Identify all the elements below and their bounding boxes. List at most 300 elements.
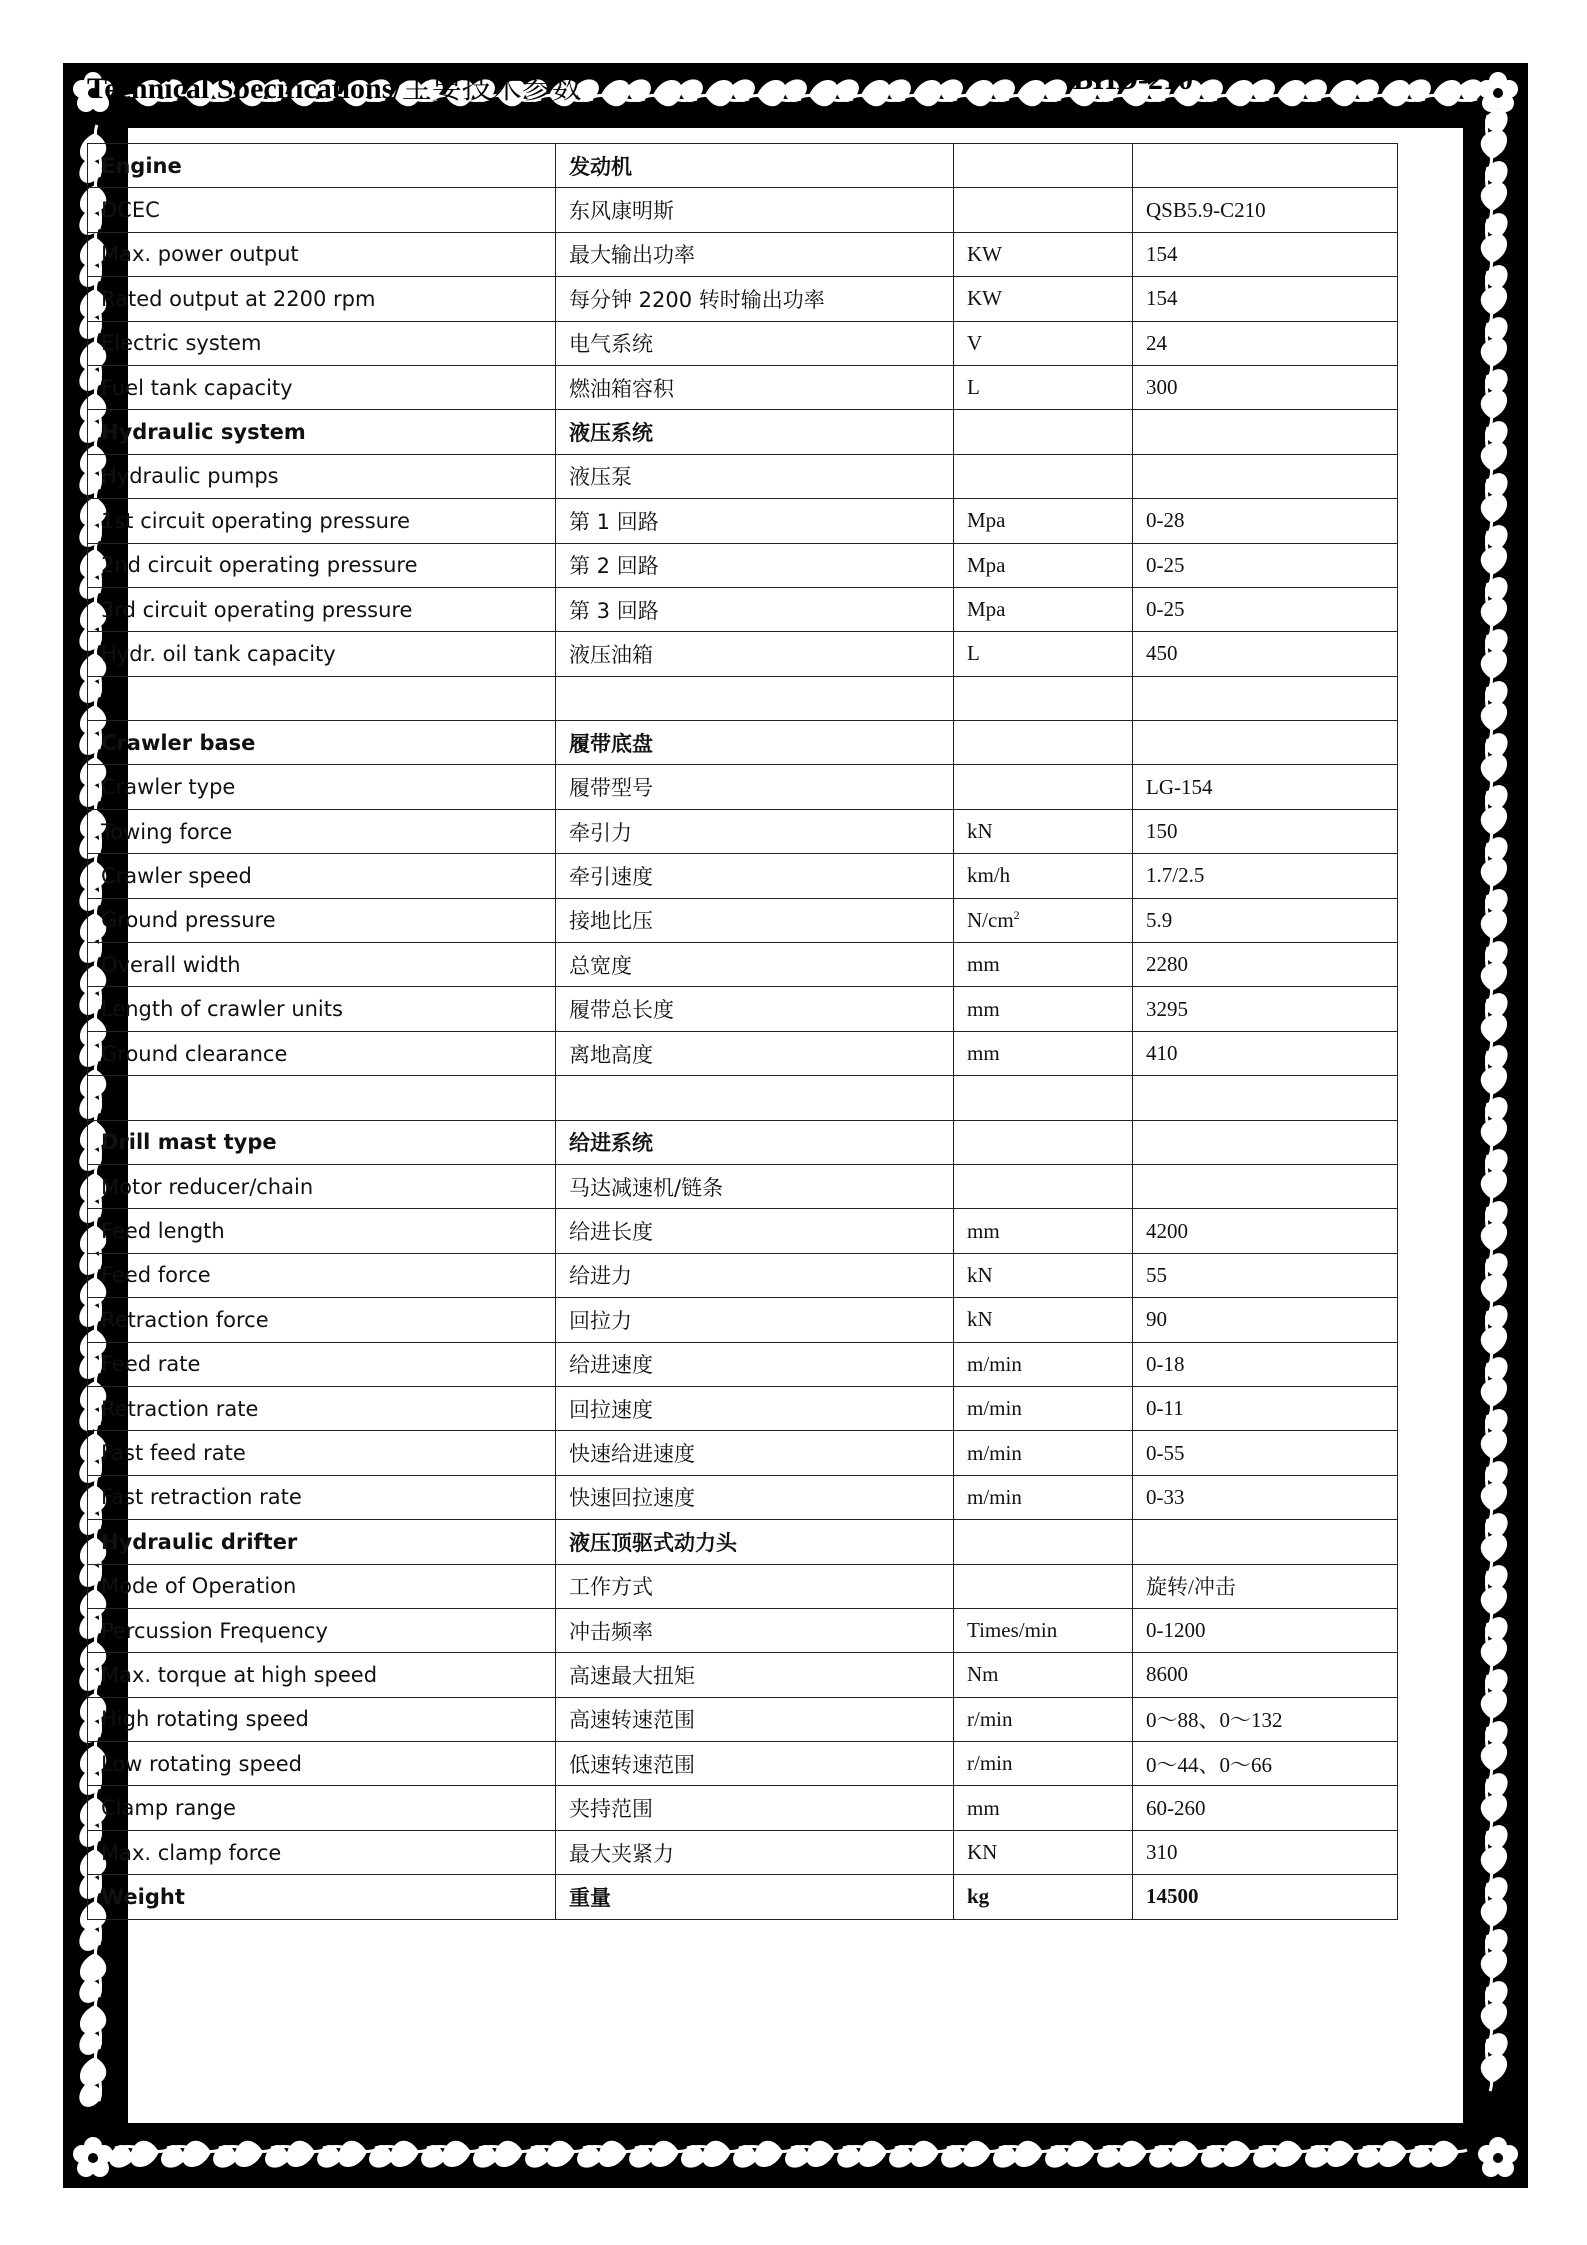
spec-name	[88, 765, 556, 809]
spec-unit-text: m/min	[967, 1440, 1022, 1465]
spec-unit	[954, 1830, 1133, 1874]
spec-name	[88, 188, 556, 232]
spec-value-text: 0-25	[1146, 597, 1185, 622]
spec-name-text: Percussion Frequency	[101, 1618, 328, 1643]
spec-unit-text: mm	[967, 952, 1000, 977]
spec-name	[88, 676, 556, 720]
spec-name-cn	[556, 1164, 954, 1208]
spec-name	[88, 1120, 556, 1164]
spec-name-cn	[556, 1076, 954, 1120]
table-row	[88, 1120, 1398, 1164]
spec-name-text: Hydraulic pumps	[101, 464, 279, 489]
spec-name-cn	[556, 1120, 954, 1164]
spec-name	[88, 1076, 556, 1120]
spec-value	[1133, 1742, 1398, 1786]
spec-name-text: Fuel tank capacity	[101, 375, 293, 400]
spec-unit-text: KN	[967, 1840, 998, 1865]
spec-name-cn	[556, 1209, 954, 1253]
spec-name-cn	[556, 721, 954, 765]
spec-value-text: 450	[1146, 641, 1178, 666]
spec-value	[1133, 587, 1398, 631]
spec-unit	[954, 144, 1133, 188]
title-chinese: 主要技术参数	[401, 72, 582, 105]
spec-unit	[954, 632, 1133, 676]
spec-name-text: Crawler type	[101, 775, 236, 800]
spec-value	[1133, 1875, 1398, 1919]
spec-name	[88, 587, 556, 631]
spec-name-cn	[556, 1031, 954, 1075]
spec-value	[1133, 1653, 1398, 1697]
spec-name	[88, 1209, 556, 1253]
spec-value	[1133, 410, 1398, 454]
spec-name	[88, 144, 556, 188]
unit-superscript: 2	[1013, 907, 1020, 922]
spec-value-text: 0-25	[1146, 552, 1185, 577]
spec-unit-text: Times/min	[967, 1618, 1058, 1643]
title-english: Technical Specifications/	[87, 72, 402, 105]
table-row	[88, 809, 1398, 853]
table-row	[88, 632, 1398, 676]
spec-name-cn	[556, 1298, 954, 1342]
spec-value	[1133, 1164, 1398, 1208]
spec-unit-text: m/min	[967, 1484, 1022, 1509]
spec-name-text: Towing force	[101, 819, 233, 844]
spec-name	[88, 365, 556, 409]
spec-value	[1133, 454, 1398, 498]
spec-value-text: 310	[1146, 1840, 1178, 1865]
table-row	[88, 1653, 1398, 1697]
spec-name-cn-text: 电气系统	[569, 332, 653, 357]
spec-name-cn-text: 高速转速范围	[569, 1708, 695, 1733]
spec-value	[1133, 1031, 1398, 1075]
spec-name-text: Crawler speed	[101, 863, 252, 888]
spec-name	[88, 543, 556, 587]
spec-value	[1133, 943, 1398, 987]
spec-value	[1133, 1608, 1398, 1652]
spec-name-cn-text: 工作方式	[569, 1575, 653, 1600]
table-row	[88, 765, 1398, 809]
spec-name-cn-text: 第 3 回路	[569, 598, 659, 623]
spec-value	[1133, 188, 1398, 232]
spec-name-text: Length of crawler units	[101, 997, 343, 1022]
spec-name	[88, 943, 556, 987]
spec-unit	[954, 1653, 1133, 1697]
spec-value-text: 4200	[1146, 1218, 1188, 1243]
spec-name-cn-text: 总宽度	[569, 953, 632, 978]
spec-name-cn	[556, 587, 954, 631]
spec-unit	[954, 676, 1133, 720]
spec-name	[88, 1298, 556, 1342]
spec-value-text: 1.7/2.5	[1146, 863, 1205, 888]
spec-name-text: Electric system	[101, 331, 262, 356]
spec-unit	[954, 277, 1133, 321]
spec-value	[1133, 854, 1398, 898]
spec-name-cn-text: 给进速度	[569, 1353, 653, 1378]
table-row	[88, 987, 1398, 1031]
table-row	[88, 1031, 1398, 1075]
spec-unit-text: Mpa	[967, 552, 1006, 577]
spec-name-text: Feed length	[101, 1219, 225, 1244]
spec-unit	[954, 1120, 1133, 1164]
spec-value-text: 0～44、0～66	[1146, 1752, 1272, 1777]
spec-name-text: Max. clamp force	[101, 1840, 282, 1865]
spec-name-cn-text: 东风康明斯	[569, 199, 674, 224]
spec-unit-text: Mpa	[967, 597, 1006, 622]
spec-value	[1133, 1342, 1398, 1386]
table-row	[88, 587, 1398, 631]
spec-unit	[954, 1209, 1133, 1253]
spec-name-text: Hydr. oil tank capacity	[101, 641, 336, 666]
spec-value-text: QSB5.9-C210	[1146, 197, 1266, 222]
spec-unit-text: r/min	[967, 1706, 1013, 1731]
spec-value	[1133, 765, 1398, 809]
spec-name	[88, 499, 556, 543]
spec-name	[88, 1342, 556, 1386]
table-row	[88, 1342, 1398, 1386]
table-row	[88, 1742, 1398, 1786]
spec-name-cn-text: 低速转速范围	[569, 1752, 695, 1777]
spec-value-text: 90	[1146, 1307, 1167, 1332]
spec-name-cn	[556, 1786, 954, 1830]
table-row	[88, 454, 1398, 498]
spec-table	[87, 143, 1398, 1920]
spec-name-cn	[556, 1386, 954, 1430]
spec-name	[88, 1386, 556, 1430]
spec-value-text: 0-55	[1146, 1440, 1185, 1465]
spec-name-text: Low rotating speed	[101, 1751, 302, 1776]
spec-value	[1133, 987, 1398, 1031]
table-row	[88, 1564, 1398, 1608]
spec-name-cn-text: 最大输出功率	[569, 243, 695, 268]
spec-name	[88, 1564, 556, 1608]
spec-unit-text: KW	[967, 286, 1002, 311]
spec-name-cn	[556, 1830, 954, 1874]
spec-unit	[954, 1520, 1133, 1564]
spec-unit-text: L	[967, 375, 980, 400]
spec-name-cn-text: 给进力	[569, 1264, 632, 1289]
spec-name-cn-text: 离地高度	[569, 1042, 653, 1067]
spec-name-cn-text: 高速最大扭矩	[569, 1663, 695, 1688]
table-row	[88, 1298, 1398, 1342]
table-row	[88, 1830, 1398, 1874]
spec-name-text: Ground clearance	[101, 1041, 288, 1066]
spec-unit	[954, 1298, 1133, 1342]
table-row	[88, 188, 1398, 232]
spec-name-cn	[556, 188, 954, 232]
spec-unit-text: m/min	[967, 1396, 1022, 1421]
spec-name	[88, 277, 556, 321]
spec-name-cn	[556, 1475, 954, 1519]
spec-unit	[954, 1875, 1133, 1919]
spec-value	[1133, 1431, 1398, 1475]
spec-unit-text: kN	[967, 1262, 993, 1287]
spec-name-cn	[556, 1253, 954, 1297]
spec-value-text: 0-33	[1146, 1484, 1185, 1509]
spec-name	[88, 1742, 556, 1786]
spec-name-cn	[556, 898, 954, 942]
spec-name	[88, 1875, 556, 1919]
table-row	[88, 499, 1398, 543]
spec-unit	[954, 1475, 1133, 1519]
spec-name-cn	[556, 1697, 954, 1741]
spec-value	[1133, 321, 1398, 365]
spec-name-cn-text: 快速给进速度	[569, 1442, 695, 1467]
table-row	[88, 898, 1398, 942]
spec-name-cn-text: 液压系统	[569, 421, 653, 446]
spec-value-text: 24	[1146, 330, 1167, 355]
spec-name-text: Hydraulic drifter	[101, 1529, 298, 1554]
spec-name-cn	[556, 1431, 954, 1475]
spec-value	[1133, 1830, 1398, 1874]
spec-name-cn	[556, 1520, 954, 1564]
spec-name-text: Max. power output	[101, 242, 299, 267]
table-row	[88, 1786, 1398, 1830]
spec-name	[88, 454, 556, 498]
spec-unit-text: mm	[967, 996, 1000, 1021]
spec-name-text: Fast retraction rate	[101, 1485, 302, 1510]
spec-unit-text: mm	[967, 1218, 1000, 1243]
spec-unit	[954, 365, 1133, 409]
spec-value	[1133, 1520, 1398, 1564]
model-code: BHD-210	[1073, 63, 1193, 96]
spec-value-text: 150	[1146, 819, 1178, 844]
spec-name	[88, 1786, 556, 1830]
spec-name-cn-text: 燃油箱容积	[569, 376, 674, 401]
spec-name	[88, 1608, 556, 1652]
spec-name-cn	[556, 543, 954, 587]
spec-name	[88, 1653, 556, 1697]
spec-name-cn-text: 履带底盘	[569, 731, 653, 756]
page-header	[87, 63, 1287, 103]
spec-value-text: 14500	[1146, 1884, 1199, 1909]
spec-value	[1133, 676, 1398, 720]
spec-value-text: 0-1200	[1146, 1618, 1206, 1643]
spec-name-cn	[556, 1342, 954, 1386]
spec-unit	[954, 410, 1133, 454]
spec-unit	[954, 454, 1133, 498]
spec-value-text: LG-154	[1146, 774, 1213, 799]
spec-value	[1133, 1298, 1398, 1342]
spec-name-text: Max. torque at high speed	[101, 1662, 378, 1687]
spec-name-cn-text: 快速回拉速度	[569, 1486, 695, 1511]
spec-value-text: 410	[1146, 1041, 1178, 1065]
spec-unit	[954, 854, 1133, 898]
table-row	[88, 1253, 1398, 1297]
spec-unit-text: kN	[967, 819, 993, 844]
table-row	[88, 1520, 1398, 1564]
spec-name-cn	[556, 1653, 954, 1697]
spec-name-text: Drill mast type	[101, 1130, 277, 1155]
table-row	[88, 1386, 1398, 1430]
spec-name-text: 2nd circuit operating pressure	[101, 553, 418, 578]
spec-name-text: Ground pressure	[101, 908, 276, 933]
spec-value	[1133, 1253, 1398, 1297]
spec-name-cn-text: 液压顶驱式动力头	[569, 1530, 737, 1555]
spec-value-text: 旋转/冲击	[1146, 1575, 1236, 1600]
spec-unit	[954, 1742, 1133, 1786]
spec-value	[1133, 1209, 1398, 1253]
spec-name-text: Clamp range	[101, 1796, 236, 1821]
spec-unit	[954, 987, 1133, 1031]
spec-name-text: Weight	[101, 1884, 185, 1909]
spec-name-text: 3rd circuit operating pressure	[101, 597, 413, 622]
table-row	[88, 1076, 1398, 1120]
spec-value	[1133, 277, 1398, 321]
spec-value	[1133, 499, 1398, 543]
spec-unit-text: kN	[967, 1307, 993, 1332]
spec-value-text: 55	[1146, 1262, 1167, 1287]
table-row	[88, 854, 1398, 898]
spec-value-text: 0～88、0～132	[1146, 1708, 1283, 1733]
spec-name-cn-text: 第 1 回路	[569, 509, 659, 534]
table-row	[88, 1475, 1398, 1519]
spec-name-text: Motor reducer/chain	[101, 1174, 314, 1199]
spec-unit-text: Nm	[967, 1662, 999, 1687]
spec-unit	[954, 721, 1133, 765]
spec-value	[1133, 365, 1398, 409]
spec-unit-text: Mpa	[967, 508, 1006, 533]
spec-name-cn-text: 回拉力	[569, 1308, 632, 1333]
page-title	[87, 63, 582, 107]
spec-value-text: 60-260	[1146, 1795, 1206, 1820]
spec-name-cn	[556, 454, 954, 498]
spec-name	[88, 1431, 556, 1475]
spec-name-cn	[556, 1742, 954, 1786]
spec-unit-text: kg	[967, 1884, 990, 1909]
spec-name-cn-text: 给进系统	[569, 1131, 653, 1156]
spec-name	[88, 632, 556, 676]
spec-name-text: Retraction rate	[101, 1396, 259, 1421]
table-row	[88, 1875, 1398, 1919]
spec-unit-text: mm	[967, 1795, 1000, 1820]
table-row	[88, 410, 1398, 454]
spec-name-cn	[556, 410, 954, 454]
spec-table-body	[88, 144, 1398, 1920]
spec-name-cn	[556, 676, 954, 720]
spec-name-cn-text: 最大夹紧力	[569, 1841, 674, 1866]
spec-name-text: High rotating speed	[101, 1707, 309, 1732]
spec-name-text: Mode of Operation	[101, 1574, 297, 1599]
spec-value-text: 3295	[1146, 996, 1188, 1021]
spec-name-text: 1st circuit operating pressure	[101, 508, 411, 533]
spec-unit	[954, 1386, 1133, 1430]
spec-unit	[954, 765, 1133, 809]
table-row	[88, 321, 1398, 365]
spec-unit	[954, 587, 1133, 631]
table-row	[88, 144, 1398, 188]
spec-name	[88, 321, 556, 365]
spec-value	[1133, 1386, 1398, 1430]
spec-name-cn	[556, 854, 954, 898]
spec-name	[88, 1164, 556, 1208]
spec-name-cn	[556, 809, 954, 853]
spec-name	[88, 898, 556, 942]
spec-unit	[954, 1164, 1133, 1208]
spec-name	[88, 854, 556, 898]
spec-unit	[954, 1697, 1133, 1741]
spec-value-text: 154	[1146, 241, 1178, 266]
spec-name	[88, 1830, 556, 1874]
spec-name-text: Feed rate	[101, 1352, 201, 1377]
spec-value	[1133, 1786, 1398, 1830]
spec-name-cn-text: 给进长度	[569, 1220, 653, 1245]
spec-value	[1133, 721, 1398, 765]
table-row	[88, 943, 1398, 987]
spec-unit	[954, 188, 1133, 232]
spec-name-cn	[556, 321, 954, 365]
spec-name-text: Fast feed rate	[101, 1441, 246, 1466]
spec-name-text: Overall width	[101, 952, 241, 977]
spec-unit	[954, 1253, 1133, 1297]
spec-value-text: 154	[1146, 286, 1178, 311]
spec-value-text: 0-28	[1146, 508, 1185, 533]
spec-value	[1133, 632, 1398, 676]
spec-name-cn-text: 夹持范围	[569, 1797, 653, 1822]
table-row	[88, 721, 1398, 765]
spec-name-cn	[556, 943, 954, 987]
spec-unit	[954, 232, 1133, 276]
spec-unit-text: m/min	[967, 1351, 1022, 1376]
spec-name-cn-text: 回拉速度	[569, 1397, 653, 1422]
table-row	[88, 365, 1398, 409]
table-row	[88, 676, 1398, 720]
spec-value	[1133, 809, 1398, 853]
spec-name-text: Hydraulic system	[101, 420, 306, 445]
spec-unit	[954, 1031, 1133, 1075]
spec-name-text: DCEC	[101, 198, 160, 223]
spec-name-cn-text: 接地比压	[569, 909, 653, 934]
spec-name-cn-text: 牵引速度	[569, 864, 653, 889]
spec-unit	[954, 543, 1133, 587]
spec-name	[88, 232, 556, 276]
spec-name-cn-text: 重量	[569, 1885, 611, 1910]
spec-name	[88, 1031, 556, 1075]
spec-unit	[954, 1342, 1133, 1386]
spec-name	[88, 1475, 556, 1519]
spec-unit	[954, 1564, 1133, 1608]
table-row	[88, 1164, 1398, 1208]
spec-name-cn	[556, 499, 954, 543]
spec-name-cn-text: 履带型号	[569, 776, 653, 801]
spec-value-text: 8600	[1146, 1662, 1188, 1687]
spec-value	[1133, 1076, 1398, 1120]
spec-name-cn	[556, 987, 954, 1031]
table-row	[88, 1209, 1398, 1253]
spec-value	[1133, 543, 1398, 587]
table-row	[88, 543, 1398, 587]
spec-name-cn-text: 马达减速机/链条	[569, 1175, 724, 1200]
spec-name-text: Crawler base	[101, 730, 256, 755]
spec-unit	[954, 943, 1133, 987]
spec-unit	[954, 321, 1133, 365]
spec-value-text: 2280	[1146, 952, 1188, 977]
spec-name-cn	[556, 144, 954, 188]
spec-name-cn	[556, 1875, 954, 1919]
spec-name	[88, 410, 556, 454]
spec-unit	[954, 898, 1133, 942]
spec-name-cn-text: 第 2 回路	[569, 554, 659, 579]
spec-unit	[954, 1076, 1133, 1120]
spec-name-cn	[556, 277, 954, 321]
spec-name-cn	[556, 632, 954, 676]
spec-name-cn-text: 发动机	[569, 154, 632, 179]
spec-name-text: Rated output at 2200 rpm	[101, 286, 376, 311]
spec-value	[1133, 1475, 1398, 1519]
spec-unit-text: r/min	[967, 1751, 1013, 1776]
spec-name-text: Retraction force	[101, 1307, 269, 1332]
spec-value-text: 5.9	[1146, 907, 1173, 932]
spec-name-cn	[556, 1608, 954, 1652]
